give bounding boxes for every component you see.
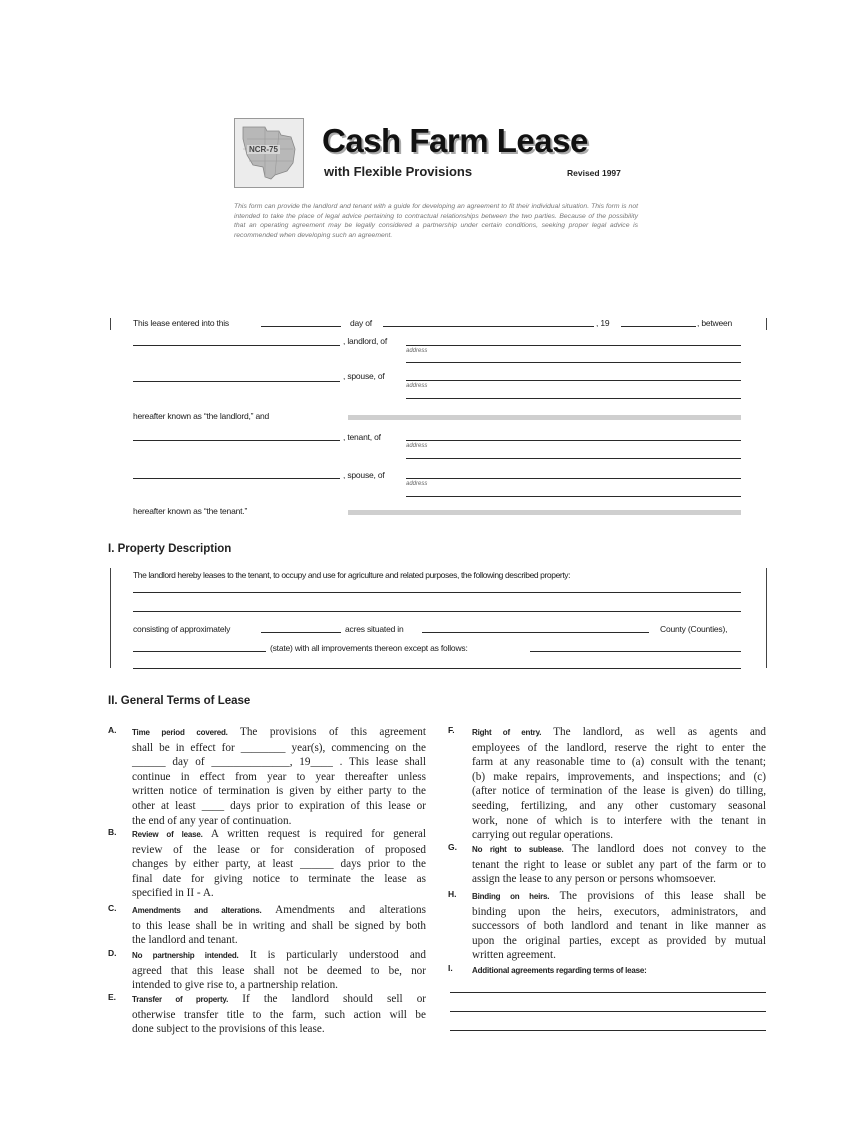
term-line: (after notice of termination of the lease is given) do tilling, [472,785,766,798]
term-line: other at least ____ days prior to expiration of this lease or [132,799,426,812]
term-title: Additional agreements regarding terms of lease: [472,966,647,975]
term-line: shall be in effect for ________ year(s), commencing on the [132,741,426,754]
term-title: Amendments and alterations. [132,906,262,915]
term-title: No partnership intended. [132,951,239,960]
term-letter: A. [108,725,117,735]
tenant-address-field[interactable] [406,440,741,441]
term-title: Review of lease. [132,830,203,839]
box-right-edge [766,568,767,668]
box-left-edge [110,568,111,668]
term-line: If the landlord should sell or [242,993,427,1005]
lease-year-field[interactable] [621,326,696,327]
term-line: final date for giving notice to terminate the lease as [132,872,426,885]
property-intro: The landlord hereby leases to the tenant, to occupy and use for agriculture and related purposes, the following described property: [133,570,571,580]
term-line: intended to give rise to, a partnership relation. [132,979,338,992]
term-title: Time period covered. [132,728,228,737]
landlord-spouse-address-line2[interactable] [406,398,741,399]
improvements-exception-field[interactable] [530,651,741,652]
state-label: (state) with all improvements thereon except as follows: [270,643,468,653]
section-2-heading: II. General Terms of Lease [108,695,251,707]
term-line: work, none of which is to interfere with the tenant in [472,814,766,827]
year-prefix-label: , 19 [596,318,610,328]
acres-label: acres situated in [345,624,404,634]
term-line: assign the lease to any person or persons whomsoever. [472,873,716,886]
term-line: agreed that this lease shall not be deemed to be, nor [132,964,426,977]
term-title: Binding on heirs. [472,892,550,901]
tenant-of-label: , tenant, of [343,432,381,442]
county-field[interactable] [422,632,649,633]
term-letter: H. [448,889,457,899]
tenant-spouse-name-field[interactable] [133,478,340,479]
tenant-spouse-address-field[interactable] [406,478,741,479]
between-label: , between [697,318,733,328]
box-right-edge [766,318,767,330]
address-caption: address [406,348,428,354]
term-title: No right to sublease. [472,845,564,854]
landlord-spouse-name-field[interactable] [133,381,340,382]
address-caption: address [406,383,428,389]
term-line: A written request is required for general [210,828,427,840]
term-letter: D. [108,948,117,958]
spouse-of-label: , spouse, of [343,371,385,381]
landlord-address-field[interactable] [406,345,741,346]
landlord-name-field[interactable] [133,345,340,346]
property-description-line2[interactable] [133,611,741,612]
box-left-edge [110,318,111,330]
term-letter: I. [448,963,453,973]
revised-date: Revised 1997 [567,168,621,178]
term-line: specified in II - A. [132,887,214,900]
term-line: tenant the right to lease or sublet any part of the farm or to [472,858,766,871]
term-body [132,992,426,1037]
term-body [472,889,766,963]
term-line: binding upon the heirs, executors, administrators, and [472,905,766,918]
term-line: The landlord, as well as agents and [553,726,766,738]
term-letter: C. [108,903,117,913]
term-line: continue in effect from year to year thereafter unless [132,770,426,783]
address-caption: address [406,481,428,487]
term-line: the landlord and tenant. [132,934,238,947]
term-line: written agreement. [472,949,556,962]
term-line: successors of both landlord and tenant in like manner as [472,920,766,933]
term-title: Transfer of property. [132,995,229,1004]
day-of-label: day of [350,318,372,328]
term-line: carrying out regular operations. [472,829,614,842]
term-body [132,725,426,828]
term-line: written notice of termination is given by either party to the [132,785,426,798]
additional-agreements-line2[interactable] [450,1011,766,1012]
ncr-logo [234,118,304,188]
consisting-label: consisting of approximately [133,624,231,634]
known-as-tenant-label: hereafter known as “the tenant.” [133,506,248,516]
landlord-spouse-address-field[interactable] [406,380,741,381]
term-line: seeding, fertilizing, and any other customary seasonal [472,799,766,812]
term-body [132,903,426,948]
improvements-line2[interactable] [133,668,741,669]
term-letter: B. [108,827,117,837]
known-as-landlord-label: hereafter known as “the landlord,” and [133,411,270,421]
landlord-of-label: , landlord, of [343,336,387,346]
lease-day-field[interactable] [261,326,341,327]
term-body [472,963,766,979]
state-field[interactable] [133,651,266,652]
term-line: Amendments and alterations [275,904,426,916]
lease-entered-label: This lease entered into this [133,318,229,328]
term-line: done subject to the provisions of this lease. [132,1023,325,1036]
term-letter: E. [108,992,117,1002]
landlord-address-line2[interactable] [406,362,741,363]
tenant-name-field[interactable] [133,440,340,441]
spouse-of-label: , spouse, of [343,470,385,480]
term-line: review of the lease or for consideration of proposed [132,843,426,856]
page-title: Cash Farm Lease [322,122,588,159]
county-label: County (Counties), [660,624,728,634]
term-line: changes by either party, at least ______ days prior to the [132,858,426,871]
term-line: employees of the landlord, reserve the right to enter the [472,741,766,754]
additional-agreements-line3[interactable] [450,1030,766,1031]
property-description-line1[interactable] [133,592,741,593]
term-line: The landlord does not convey to the [571,843,767,855]
term-line: ______ day of ______________, 19____ . This lease shall [132,756,426,769]
tenant-address-line2[interactable] [406,458,741,459]
divider-bar [348,510,741,515]
disclaimer: This form can provide the landlord and tenant with a guide for developing an agreement to fit their individual situation. This form is not intended to take the place of legal advice pertaining to contractual relationships between the two parties. Because of the possibility that an operating agreement may be legally considered a partnership under certain conditions, seeking proper legal advice is recommended when developing such an agreement. [234,203,638,240]
term-body [472,725,766,843]
additional-agreements-line1[interactable] [450,992,766,993]
term-line: upon the original parties, except as provided by mutual [472,934,766,947]
term-title: Right of entry. [472,728,542,737]
term-line: The provisions of this agreement [239,726,426,738]
term-line: the end of any year of continuation. [132,814,292,827]
term-line: It is particularly understood and [249,949,426,961]
acres-field[interactable] [261,632,341,633]
tenant-spouse-address-line2[interactable] [406,496,741,497]
term-line: The provisions of this lease shall be [559,890,766,902]
term-body [472,842,766,887]
term-line: to this lease shall be in writing and shall be signed by both [132,919,426,932]
term-line: (b) make repairs, improvements, and inspections; and (c) [472,770,766,783]
section-1-heading: I. Property Description [108,543,232,555]
divider-bar [348,415,741,420]
page-subtitle: with Flexible Provisions [324,164,473,179]
term-letter: G. [448,842,457,852]
term-body [132,948,426,993]
term-body [132,827,426,901]
term-line: farm at any reasonable time to (a) consult with the tenant; [472,756,766,769]
term-line: otherwise transfer title to the farm, such action will be [132,1008,426,1021]
term-letter: F. [448,725,455,735]
address-caption: address [406,443,428,449]
lease-month-field[interactable] [383,326,594,327]
logo-text: NCR-75 [249,145,278,154]
